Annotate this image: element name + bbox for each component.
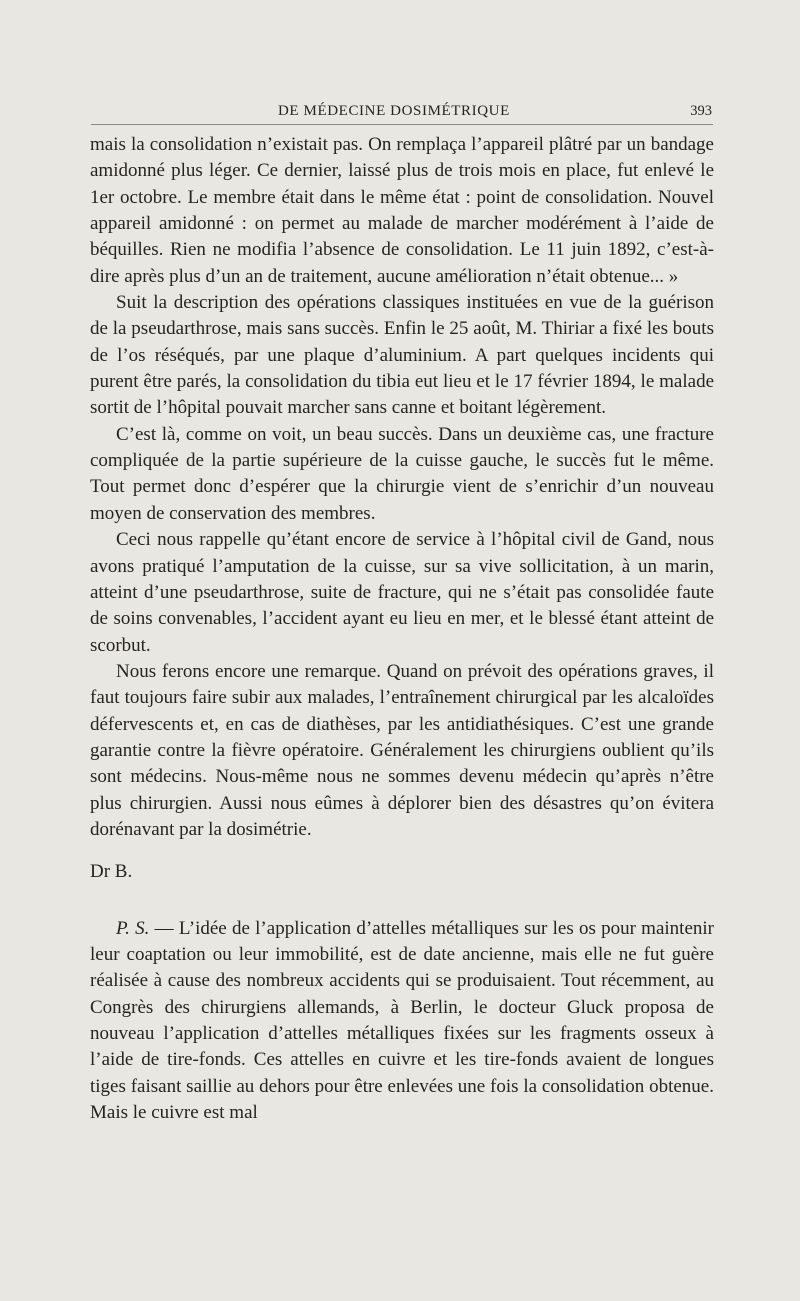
body-text [90,132,714,1126]
paragraph-3: C’est là, comme on voit, un beau succès. Dans un deuxième cas, une fracture compliquée de la partie supérieure de la cuisse gauche, le succès fut le même. Tout permet donc d’espérer que la chirurgie vient de s’enrichir d’un nouveau moyen de conservation des membres. [90,423,714,524]
paragraph-1: mais la consolidation n’existait pas. On remplaça l’appareil plâtré par un bandage amidonné plus léger. Ce dernier, laissé plus de trois mois en place, fut enlevé le 1er octobre. Le membre était dans le même état : point de consolidation. Nouvel appareil amidonné : on permet au malade de marcher modérément à l’aide de béquilles. Rien ne modifia l’absence de consolidation. Le 11 juin 1892, c’est-à-dire après plus d’un an de traitement, aucune amélioration n’était obtenue... » [90,134,714,287]
postscript-text: — L’idée de l’application d’attelles métalliques sur les os pour maintenir leur coaptation ou leur immobilité, est de date ancienne, mais elle ne fut guère réalisée à cause des nombreux accidents qui se produisaient. Tout récemment, au Congrès des chirurgiens allemands, à Berlin, le docteur Gluck proposa de nouveau l’application d’attelles métalliques fixées sur les fragments osseux à l’aide de tire-fonds. Ces attelles en cuivre et les tire-fonds avaient de longues tiges faisant saillie au dehors pour être enlevées une fois la consolidation obtenue. Mais le cuivre est mal [90,917,714,1124]
signature: Dr B. [90,861,133,883]
paragraph-5: Nous ferons encore une remarque. Quand on prévoit des opérations graves, il faut toujours faire subir aux malades, l’entraînement chirurgical par les alcaloïdes défervescents et, en cas de diathèses, par les antidiathésiques. C’est une grande garantie contre la fièvre opératoire. Généralement les chirurgiens oublient qu’ils sont médecins. Nous-même nous ne sommes devenu médecin qu’après n’être plus chirurgien. Aussi nous eûmes à déplorer bien des désastres qu’on évitera dorénavant par la dosimétrie. [90,660,714,840]
postscript-label: P. S. [116,917,150,939]
paragraph-4: Ceci nous rappelle qu’étant encore de service à l’hôpital civil de Gand, nous avons pratiqué l’amputation de la cuisse, sur sa vive sollicitation, à un marin, atteint d’une pseudarthrose, suite de fracture, qui ne s’était pas consolidée faute de soins convenables, l’accident ayant eu lieu en mer, et le blessé étant atteint de scorbut. [90,529,714,656]
page-number: 393 [690,103,712,119]
paragraph-2: Suit la description des opérations classiques instituées en vue de la guérison de la pseudarthrose, mais sans succès. Enfin le 25 août, M. Thiriar a fixé les bouts de l’os réséqués, par une plaque d’aluminium. A part quelques incidents qui purent être parés, la consolidation du tibia eut lieu et le 17 février 1894, le malade sortit de l’hôpital pouvait marcher sans canne et boitant légèrement. [90,292,714,419]
running-title: DE MÉDECINE DOSIMÉTRIQUE [278,103,510,119]
running-head [90,103,712,125]
postscript [90,916,714,1127]
header-rule [91,124,713,125]
